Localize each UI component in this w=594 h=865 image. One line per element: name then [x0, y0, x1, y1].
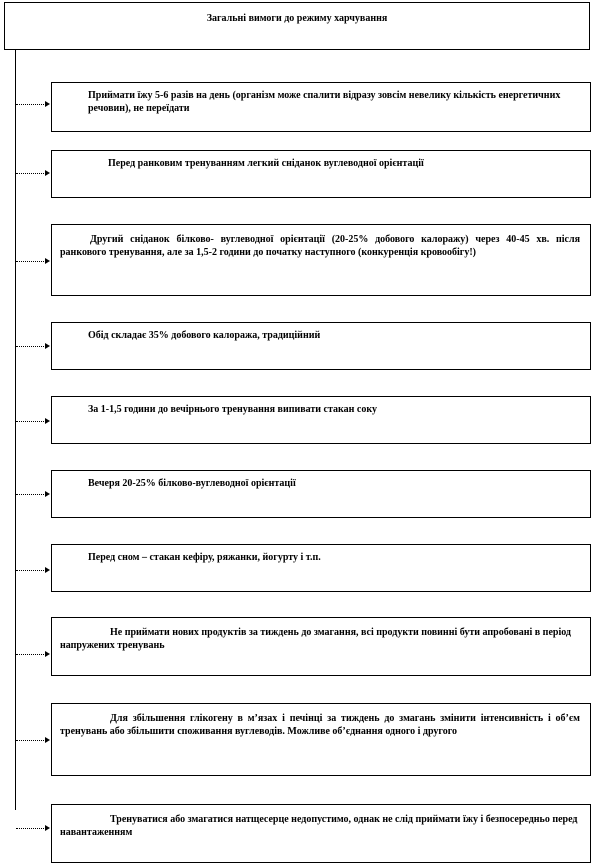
requirement-box [51, 617, 591, 676]
requirement-box [51, 82, 591, 132]
diagram-title: Загальні вимоги до режиму харчування [206, 13, 388, 24]
requirement-text: Вечеря 20-25% білково-вуглеводної орієнтації [88, 478, 296, 489]
connector-arrow [16, 346, 46, 347]
requirement-box [51, 322, 591, 370]
requirement-text: Обід складає 35% добового калоража, традиційний [88, 330, 321, 341]
requirement-text: Для збільшення глікогену в м’язах і печінці за тиждень до змагань змінити інтенсивність і об’єм тренувань або збільшити споживання вуглеводів. Можливе об’єднання одного і другого [60, 713, 580, 737]
requirement-box [51, 150, 591, 198]
connector-arrow [16, 740, 46, 741]
header-box [4, 2, 590, 50]
requirement-box [51, 703, 591, 776]
requirement-text: Перед сном – стакан кефіру, ряжанки, йогурту і т.п. [88, 552, 321, 563]
connector-arrow [16, 261, 46, 262]
connector-arrow [16, 421, 46, 422]
requirement-text: Другий сніданок білково- вуглеводної орієнтації (20-25% добового калоражу) через 40-45 хв. після ранкового тренування, але за 1,5-2 години до початку наступного (конкуренція кровообігу!) [60, 234, 580, 258]
requirement-text: Не приймати нових продуктів за тиждень до змагання, всі продукти повинні бути апробовані в період напружених тренувань [60, 627, 571, 651]
connector-line [15, 50, 16, 810]
requirement-text: Тренуватися або змагатися натщесерце недопустимо, однак не слід приймати їжу і безпосередньо перед навантаженням [60, 814, 578, 838]
requirement-box [51, 470, 591, 518]
requirement-box [51, 544, 591, 592]
connector-arrow [16, 494, 46, 495]
connector-arrow [16, 570, 46, 571]
requirement-text: За 1-1,5 години до вечірнього тренування випивати стакан соку [88, 404, 377, 415]
requirement-box [51, 396, 591, 444]
connector-arrow [16, 173, 46, 174]
requirement-text: Приймати їжу 5-6 разів на день (організм може спалити відразу зовсім невелику кількість енергетичних речовин), не переїдати [88, 90, 561, 114]
connector-arrow [16, 828, 46, 829]
requirement-text: Перед ранковим тренуванням легкий сніданок вуглеводної орієнтації [108, 158, 424, 169]
connector-arrow [16, 104, 46, 105]
connector-arrow [16, 654, 46, 655]
requirement-box [51, 804, 591, 863]
requirement-box [51, 224, 591, 296]
